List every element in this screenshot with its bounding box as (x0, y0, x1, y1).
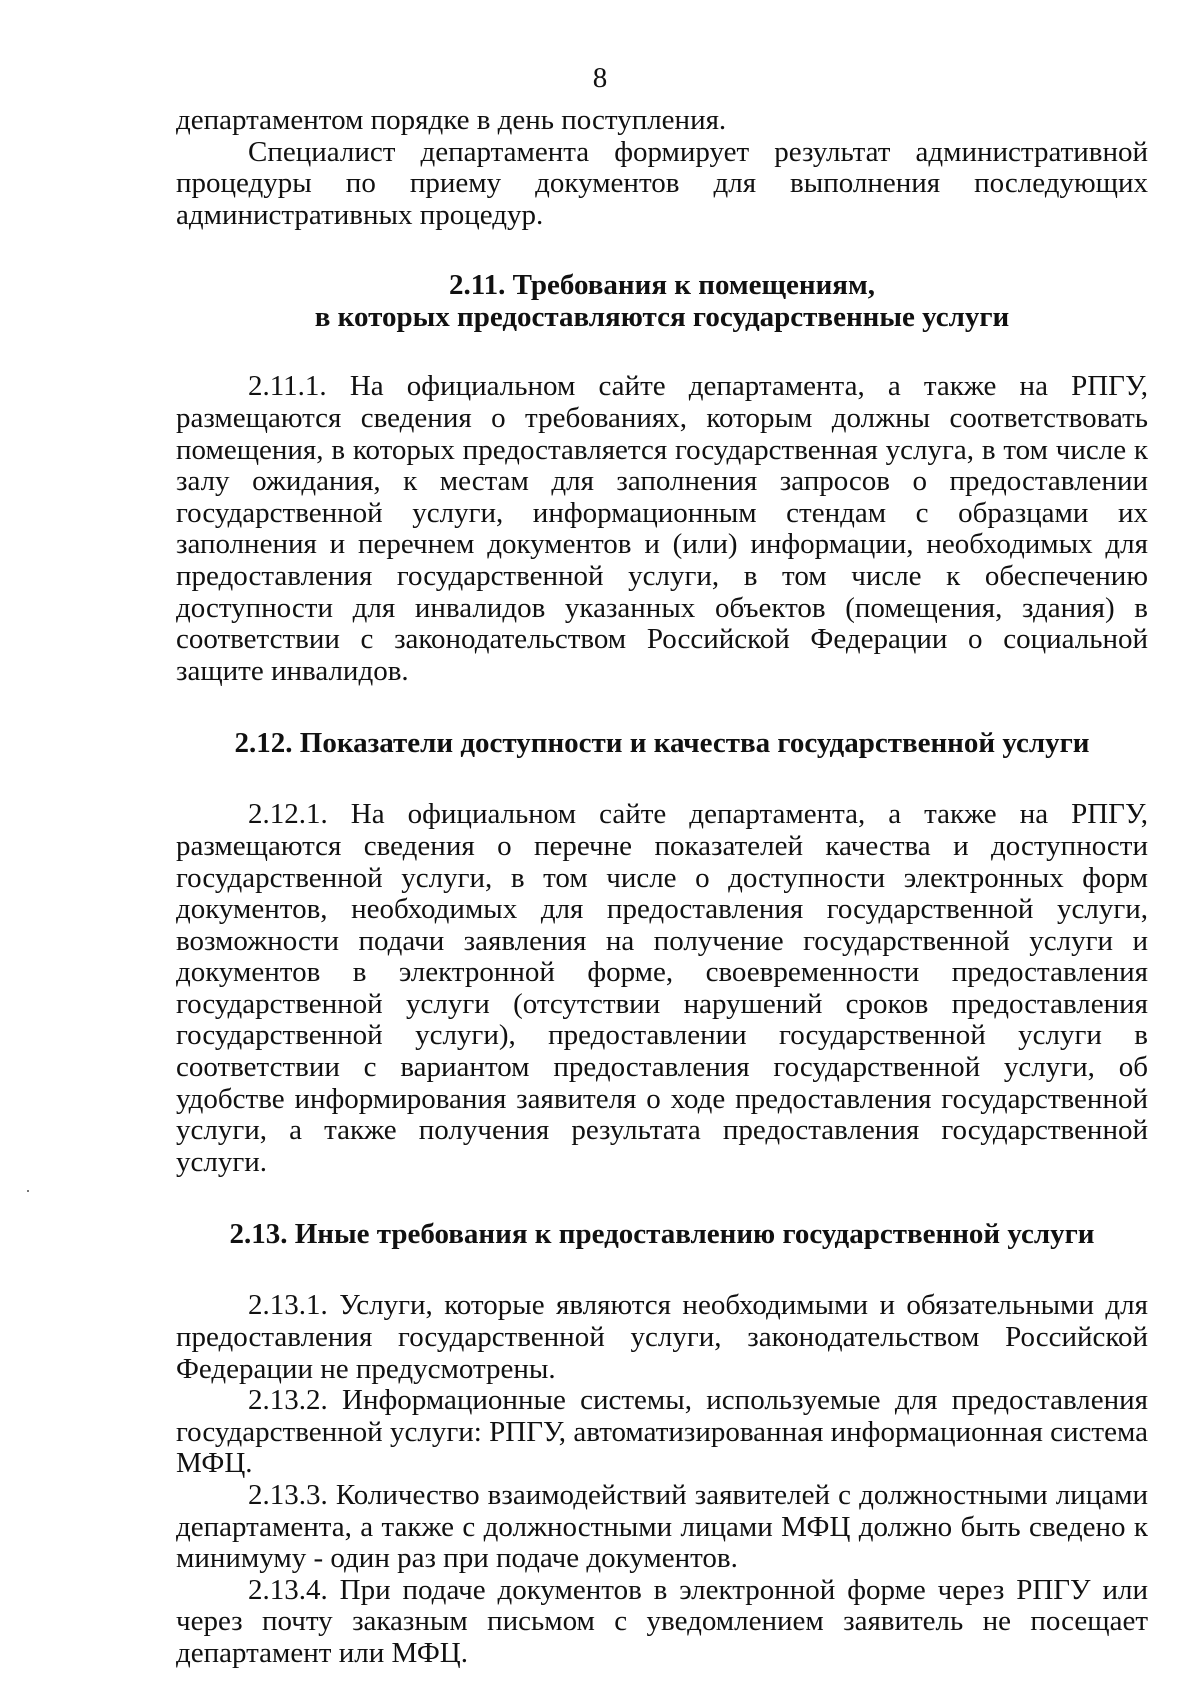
paragraph-2-13-3: 2.13.3. Количество взаимодействий заявителей с должностными лицами департамента, а также с должностными лицами МФЦ должно быть сведено к минимуму - один раз при подаче документов. (176, 1479, 1148, 1575)
scan-speck (27, 1190, 29, 1192)
section-heading-2-11-line2: в которых предоставляются государственные услуги (314, 301, 1010, 334)
paragraph-2-13-4: 2.13.4. При подаче документов в электронной форме через РПГУ или через почту заказным письмом с уведомлением заявитель не посещает департамент или МФЦ. (176, 1573, 1148, 1669)
section-heading-2-11-line1: 2.11. Требования к помещениям, (448, 269, 875, 302)
paragraph-2-13-2: 2.13.2. Информационные системы, используемые для предоставления государственной услуги: РПГУ, автоматизированная информационная система МФЦ. (176, 1384, 1148, 1480)
section-heading-2-11 (176, 269, 1148, 333)
paragraph-continuation: департаментом порядке в день поступления. (176, 104, 727, 136)
paragraph-specialist: Специалист департамента формирует результат административной процедуры по приему документов для выполнения последующих административных процедур. (176, 135, 1148, 231)
section-heading-2-12: 2.12. Показатели доступности и качества государственной услуги (234, 727, 1090, 760)
page-number: 8 (592, 62, 608, 94)
paragraph-2-11-1: 2.11.1. На официальном сайте департамента, а также на РПГУ, размещаются сведения о требованиях, которым должны соответствовать помещения, в которых предоставляется государственная услуга, в том числе к залу ожидания, к местам для заполнения запросов о предоставлении государственной услуги, информационным стендам с образцами их заполнения и перечнем документов и (или) информации, необходимых для предоставления государственной услуги, в том числе к обеспечению доступности для инвалидов указанных объектов (помещения, здания) в соответствии с законодательством Российской Федерации о социальной защите инвалидов. (176, 370, 1148, 687)
document-body (176, 105, 1148, 1670)
paragraph-2-12-1: 2.12.1. На официальном сайте департамента, а также на РПГУ, размещаются сведения о перечне показателей качества и доступности государственной услуги, в том числе о доступности электронных форм документов, необходимых для предоставления государственной услуги, возможности подачи заявления на получение государственной услуги и документов в электронной форме, своевременности предоставления государственной услуги (отсутствии нарушений сроков предоставления государственной услуги), предоставлении государственной услуги в соответствии с вариантом предоставления государственной услуги, об удобстве информирования заявителя о ходе предоставления государственной услуги, а также получения результата предоставления государственной услуги. (176, 798, 1148, 1178)
section-heading-2-13: 2.13. Иные требования к предоставлению государственной услуги (229, 1218, 1095, 1251)
paragraph-2-13-1: 2.13.1. Услуги, которые являются необходимыми и обязательными для предоставления государственной услуги, законодательством Российской Федерации не предусмотрены. (176, 1289, 1148, 1385)
